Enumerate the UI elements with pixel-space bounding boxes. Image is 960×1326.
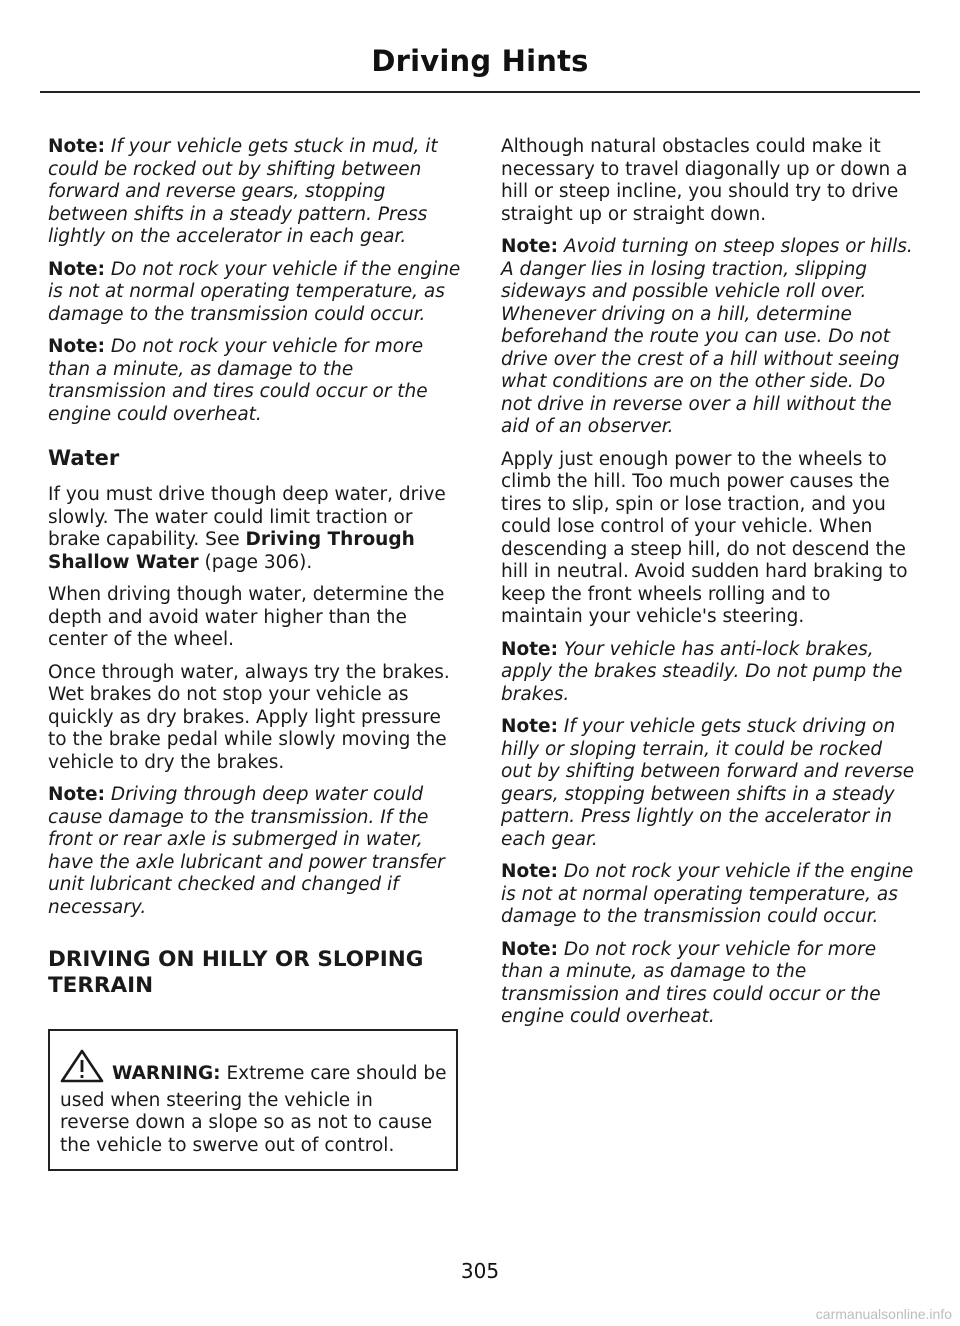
warning-text: Extreme care should be used when steering the vehicle in reverse down a slope so as not to cause the vehicle to swerve out of control. (60, 1063, 447, 1156)
note-label: Note: (501, 938, 558, 960)
note-label: Note: (501, 638, 558, 660)
note-text: Do not rock your vehicle for more than a minute, as damage to the transmission and tires could occur or the engine could overheat. (501, 938, 881, 1027)
page-reference: (page 306). (198, 551, 313, 573)
warning-paragraph (60, 1049, 448, 1157)
note-label: Note: (501, 716, 558, 737)
left-column (48, 136, 462, 1171)
water-heading: Water (48, 446, 120, 470)
note-label: Note: (48, 258, 105, 280)
page-title: Driving Hints (371, 44, 589, 78)
note-paragraph (48, 259, 462, 327)
note-text: Do not rock your vehicle if the engine is not at normal operating temperature, as damage to the transmission could occur. (48, 258, 461, 325)
warning-triangle-icon (60, 1049, 104, 1090)
section-heading: DRIVING ON HILLY OR SLOPING TERRAIN (48, 947, 424, 998)
body-paragraph: Apply just enough power to the wheels to climb the hill. Too much power causes the tires to slip, spin or lose traction, and you could lose control of your vehicle. When descending a steep hill, do not descend the hill in neutral. Avoid sudden hard braking to keep the front wheels rolling and to maintain your vehicle's steering. (501, 448, 908, 627)
cross-reference-link[interactable]: Driving Through Shallow Water (48, 529, 415, 573)
note-paragraph (501, 939, 915, 1029)
note-paragraph (501, 861, 915, 929)
body-paragraph (48, 484, 462, 574)
body-paragraph: Although natural obstacles could make it necessary to travel diagonally up or down a hill or steep incline, you should try to drive straight up or straight down. (501, 136, 908, 225)
note-text: Do not rock your vehicle for more than a minute, as damage to the transmission and tires could occur or the engine could overheat. (48, 336, 428, 425)
note-paragraph (501, 716, 915, 851)
note-paragraph (48, 784, 462, 919)
right-column (501, 136, 915, 1039)
note-text: If your vehicle gets stuck in mud, it could be rocked out by shifting between forward and reverse gears, stopping between shifts in a steady pattern. Press lightly on the accelerator in each gear. (48, 136, 438, 247)
note-label: Note: (501, 236, 558, 257)
warning-label: WARNING: (112, 1063, 221, 1084)
note-paragraph (501, 236, 915, 439)
note-text: Avoid turning on steep slopes or hills. A danger lies in losing traction, slipping sideways and possible vehicle roll over. Whenever driving on a hill, determine beforehand the route you can use. Do not drive over the crest of a hill without seeing what conditions are on the other side. Do not drive in reverse over a hill without the aid of an observer. (501, 236, 913, 437)
note-label: Note: (48, 336, 105, 357)
note-label: Note: (48, 784, 105, 805)
note-text: Your vehicle has anti-lock brakes, apply the brakes steadily. Do not pump the brakes. (501, 638, 903, 705)
note-text: If your vehicle gets stuck driving on hilly or sloping terrain, it could be rocked out by shifting between forward and reverse gears, stopping between shifts in a steady pattern. Press lightly on the accelerator in each gear. (501, 716, 915, 850)
note-text: Do not rock your vehicle if the engine is not at normal operating temperature, as damage to the transmission could occur. (501, 861, 914, 927)
note-text: Driving through deep water could cause damage to the transmission. If the front or rear axle is submerged in water, have the axle lubricant and power transfer unit lubricant checked and changed if necessary. (48, 784, 445, 918)
note-paragraph (48, 136, 462, 249)
body-text: If you must drive though deep water, drive slowly. The water could limit traction or brake capability. See (48, 484, 446, 550)
note-paragraph (48, 336, 462, 426)
note-label: Note: (501, 861, 558, 882)
body-paragraph: Once through water, always try the brakes. Wet brakes do not stop your vehicle as quickly as dry brakes. Apply light pressure to the brake pedal while slowly moving the vehicle to dry the brakes. (48, 661, 450, 773)
warning-box (48, 1029, 458, 1171)
page-number: 305 (460, 1259, 500, 1283)
note-label: Note: (48, 136, 105, 157)
header-divider (40, 91, 920, 93)
watermark: carmanualsonline.info (815, 1306, 952, 1322)
body-paragraph: When driving though water, determine the depth and avoid water higher than the center of the wheel. (48, 584, 445, 650)
note-paragraph (501, 639, 915, 707)
